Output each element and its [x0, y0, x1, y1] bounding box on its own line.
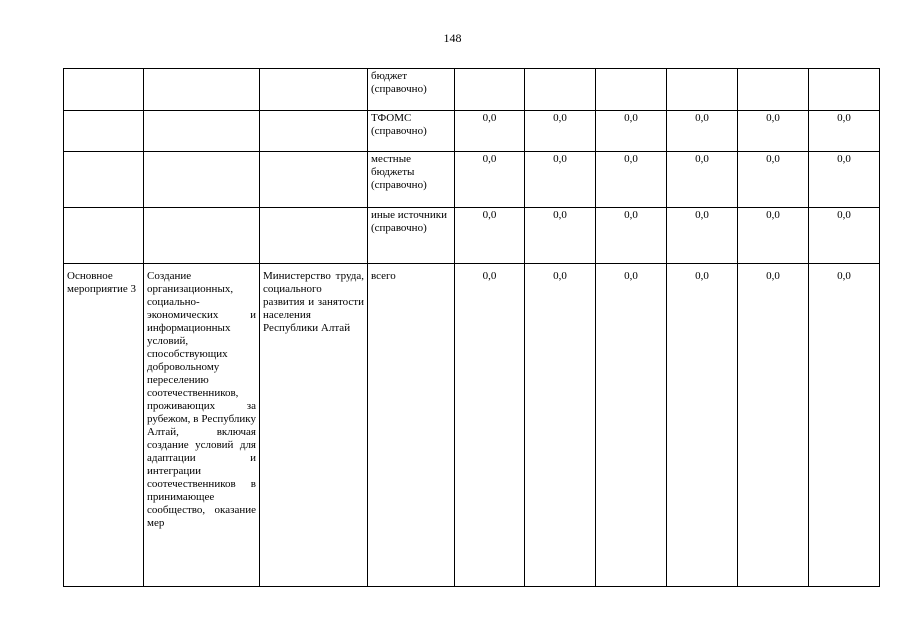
cell-value: 0,0	[596, 264, 667, 587]
cell-description: Создание организационных, социально-экономических и информационных условий, способствующих добровольному переселению соотечественников, проживающих за рубежом, в Республику Алтай, включая создание условий для адаптации и интеграции соотечественников в принимающее сообщество, оказание мер	[144, 264, 260, 587]
cell-activity	[64, 152, 144, 208]
cell-value: 0,0	[525, 111, 596, 152]
cell-source: ТФОМС (справочно)	[368, 111, 455, 152]
cell-value: 0,0	[738, 152, 809, 208]
cell-value	[596, 69, 667, 111]
cell-value: 0,0	[525, 264, 596, 587]
cell-value	[738, 69, 809, 111]
cell-value: 0,0	[667, 264, 738, 587]
cell-activity	[64, 69, 144, 111]
cell-value: 0,0	[455, 152, 525, 208]
cell-description	[144, 111, 260, 152]
cell-value: 0,0	[525, 208, 596, 264]
cell-value	[809, 69, 880, 111]
cell-value: 0,0	[667, 152, 738, 208]
cell-value: 0,0	[455, 264, 525, 587]
cell-source: местные бюджеты (справочно)	[368, 152, 455, 208]
table-row	[64, 208, 880, 264]
cell-activity: Основное мероприятие 3	[64, 264, 144, 587]
cell-value: 0,0	[738, 208, 809, 264]
funding-table	[63, 68, 880, 587]
page-number: 148	[443, 31, 462, 45]
cell-value: 0,0	[525, 152, 596, 208]
cell-executor	[260, 208, 368, 264]
cell-value: 0,0	[455, 208, 525, 264]
cell-value: 0,0	[809, 208, 880, 264]
cell-source: иные источники (справочно)	[368, 208, 455, 264]
cell-value	[667, 69, 738, 111]
table-row	[64, 69, 880, 111]
table-row	[64, 111, 880, 152]
cell-value	[455, 69, 525, 111]
cell-executor	[260, 152, 368, 208]
cell-description	[144, 69, 260, 111]
cell-description	[144, 208, 260, 264]
cell-value: 0,0	[667, 111, 738, 152]
cell-source: всего	[368, 264, 455, 587]
cell-executor	[260, 111, 368, 152]
cell-value	[525, 69, 596, 111]
cell-value: 0,0	[738, 111, 809, 152]
cell-executor	[260, 69, 368, 111]
cell-value: 0,0	[809, 111, 880, 152]
cell-value: 0,0	[667, 208, 738, 264]
cell-value: 0,0	[809, 152, 880, 208]
table-row	[64, 152, 880, 208]
cell-value: 0,0	[738, 264, 809, 587]
cell-activity	[64, 208, 144, 264]
cell-executor: Министерство труда, социального развития и занятости населения Республики Алтай	[260, 264, 368, 587]
cell-activity	[64, 111, 144, 152]
cell-value: 0,0	[596, 152, 667, 208]
cell-value: 0,0	[809, 264, 880, 587]
cell-value: 0,0	[455, 111, 525, 152]
table-row	[64, 264, 880, 587]
cell-value: 0,0	[596, 208, 667, 264]
cell-source: бюджет (справочно)	[368, 69, 455, 111]
cell-description	[144, 152, 260, 208]
cell-value: 0,0	[596, 111, 667, 152]
